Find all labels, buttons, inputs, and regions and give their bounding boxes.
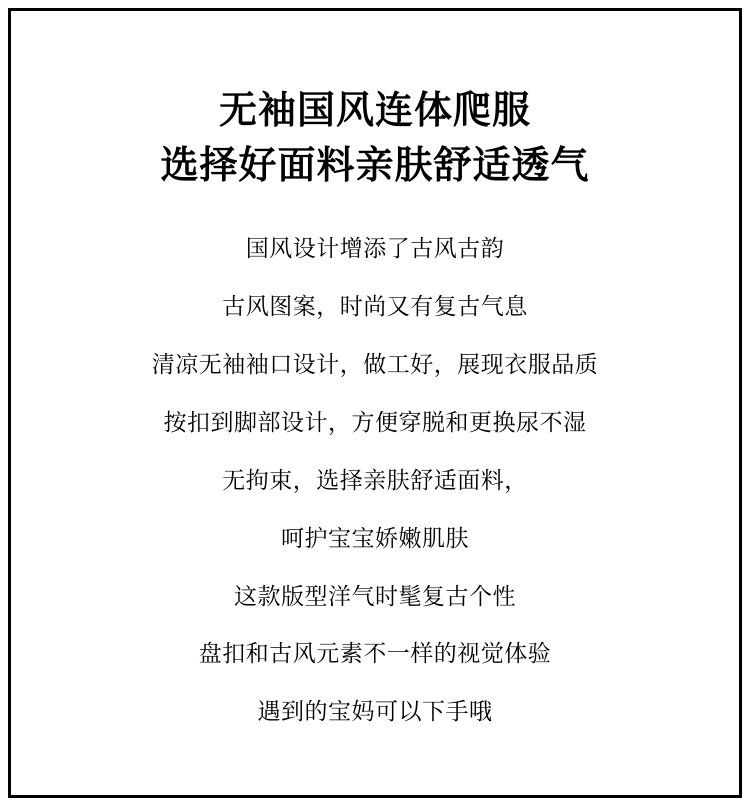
list-item: 国风设计增添了古风古韵 — [245, 235, 505, 262]
list-item: 古风图案，时尚又有复古气息 — [222, 293, 528, 320]
list-item: 按扣到脚部设计，方便穿脱和更换尿不湿 — [163, 408, 587, 435]
list-item: 无拘束，选择亲肤舒适面料， — [222, 466, 528, 493]
headline-line-1: 无袖国风连体爬服 — [218, 90, 531, 132]
list-item: 遇到的宝妈可以下手哦 — [257, 698, 493, 725]
list-item: 盘扣和古风元素不一样的视觉体验 — [198, 640, 552, 667]
list-item: 这款版型洋气时髦复古个性 — [234, 582, 516, 609]
description-list — [152, 220, 599, 741]
list-item: 呵护宝宝娇嫩肌肤 — [281, 524, 469, 551]
list-item: 清凉无袖袖口设计，做工好，展现衣服品质 — [151, 350, 599, 377]
page-title — [160, 84, 589, 194]
headline-line-2: 选择好面料亲肤舒适透气 — [160, 145, 590, 188]
